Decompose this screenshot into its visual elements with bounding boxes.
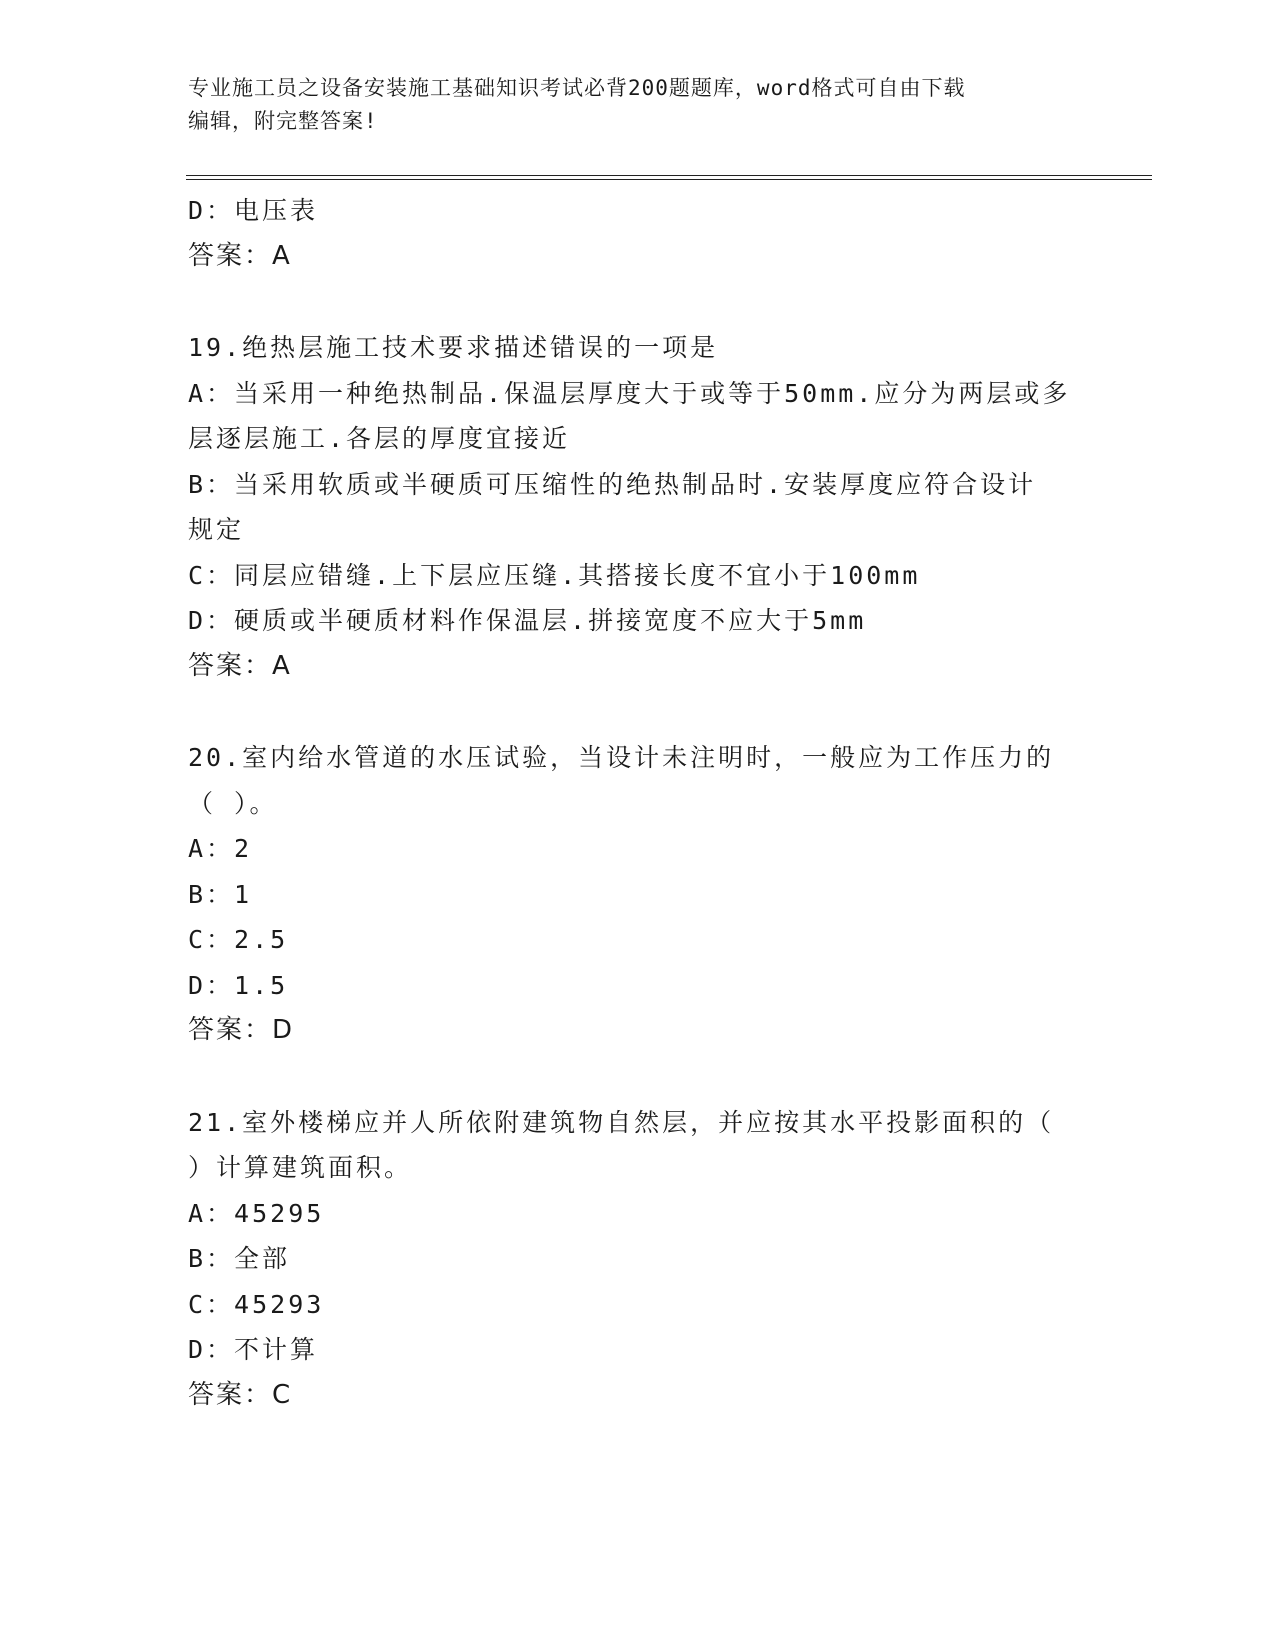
answer-value: A <box>272 240 292 271</box>
question-18-tail <box>188 188 1088 279</box>
header-rule-bottom <box>186 179 1152 180</box>
header-rule-top <box>186 175 1152 176</box>
q21-stem-line-1: 21.室外楼梯应并人所依附建筑物自然层，并应按其水平投影面积的（ <box>188 1107 1055 1137</box>
question-content <box>188 188 1088 1418</box>
q20-option-a: A：2 <box>188 834 253 863</box>
answer-value: A <box>272 650 292 681</box>
answer-label: 答案： <box>188 1379 273 1410</box>
q19-option-b-line-1: B：当采用软质或半硬质可压缩性的绝热制品时.安装厚度应符合设计 <box>188 469 1037 499</box>
q19-option-d: D：硬质或半硬质材料作保温层.拼接宽度不应大于5mm <box>188 606 867 635</box>
q19-option-a-line-1: A：当采用一种绝热制品.保温层厚度大于或等于50mm.应分为两层或多 <box>188 378 1071 408</box>
answer-label: 答案： <box>188 1015 273 1045</box>
question-20 <box>188 735 1088 1054</box>
q19-option-b-line-2: 规定 <box>188 515 245 544</box>
q19-option-c: C：同层应错缝.上下层应压缝.其搭接长度不宜小于100mm <box>188 560 921 590</box>
q21-answer <box>188 1373 1088 1419</box>
q19-answer <box>188 644 1088 690</box>
q18-option-d: D：电压表 <box>188 196 319 225</box>
answer-label: 答案： <box>188 240 273 271</box>
q19-stem: 19.绝热层施工技术要求描述错误的一项是 <box>188 333 719 362</box>
q21-option-a: A：45295 <box>188 1198 325 1228</box>
q18-answer <box>188 234 1088 280</box>
spacer <box>188 1054 1088 1100</box>
q20-stem-line-1: 20.室内给水管道的水压试验，当设计未注明时，一般应为工作压力的 <box>188 743 1055 772</box>
answer-value: D <box>272 1015 295 1045</box>
q21-stem-line-2: ）计算建筑面积。 <box>188 1153 413 1182</box>
q20-option-d: D：1.5 <box>188 970 289 1000</box>
q21-option-c: C：45293 <box>188 1289 325 1319</box>
question-19 <box>188 325 1088 689</box>
document-header <box>188 72 1068 138</box>
q20-option-b: B：1 <box>188 879 253 909</box>
q21-option-b: B：全部 <box>188 1244 291 1273</box>
q21-option-d: D：不计算 <box>188 1335 319 1364</box>
spacer <box>188 689 1088 735</box>
answer-label: 答案： <box>188 650 273 681</box>
question-21 <box>188 1100 1088 1419</box>
answer-value: C <box>272 1379 293 1410</box>
q20-stem-line-2: （ ）。 <box>188 788 278 818</box>
q20-option-c: C：2.5 <box>188 925 289 954</box>
q20-answer <box>188 1008 1088 1054</box>
q19-option-a-line-2: 层逐层施工.各层的厚度宜接近 <box>188 424 571 453</box>
header-line-1: 专业施工员之设备安装施工基础知识考试必背200题题库，word格式可自由下载 <box>188 76 966 100</box>
spacer <box>188 279 1088 325</box>
header-line-2: 编辑，附完整答案! <box>188 109 378 133</box>
